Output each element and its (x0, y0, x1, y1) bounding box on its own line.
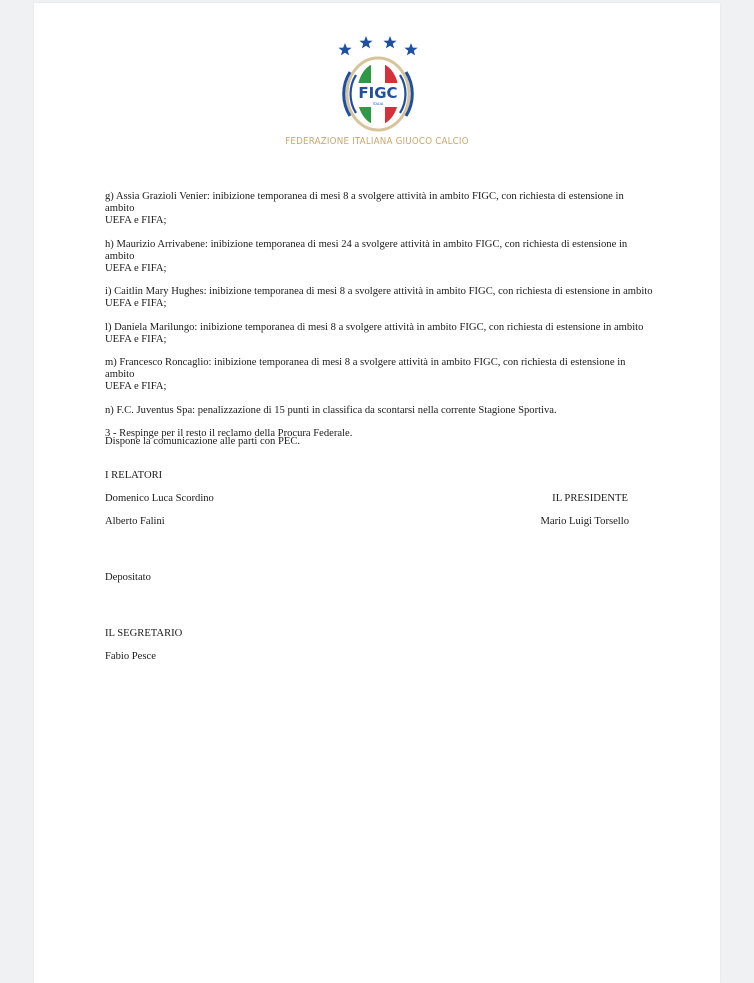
sanction-item-m: m) Francesco Roncaglio: inibizione temporanea di mesi 8 a svolgere attività in ambito FIGC, con richiesta di estensione in ambito UEFA e FIFA; (105, 357, 626, 393)
document-body (105, 191, 653, 451)
sanction-item-l: l) Daniela Marilungo: inibizione temporanea di mesi 8 a svolgere attività in ambito FIGC, con richiesta di estensione in ambito UEFA e FIFA; (105, 321, 644, 345)
disposition-text: Dispone la comunicazione alle parti con PEC. (105, 436, 301, 447)
sanction-item-n: n) F.C. Juventus Spa: penalizzazione di 15 punti in classifica da scontarsi nella corrente Stagione Sportiva. (105, 404, 557, 416)
relatore-name-1: Domenico Luca Scordino (105, 493, 214, 504)
sanction-item-h: h) Maurizio Arrivabene: inibizione temporanea di mesi 24 a svolgere attività in ambito FIGC, con richiesta di estensione in ambito UEFA e FIFA; (105, 238, 628, 275)
relatore-name-2: Alberto Falini (105, 516, 165, 527)
segretario-label: IL SEGRETARIO (105, 628, 183, 639)
segretario-name: Fabio Pesce (105, 651, 156, 662)
svg-text:ITALIA: ITALIA (372, 102, 384, 106)
deposited-label: Depositato (105, 572, 151, 583)
presidente-label: IL PRESIDENTE (552, 493, 628, 504)
figc-logo-icon (336, 34, 420, 134)
svg-text:FIGC: FIGC (358, 84, 398, 102)
presidente-name: Mario Luigi Torsello (540, 516, 629, 527)
sanction-item-g: g) Assia Grazioli Venier: inibizione temporanea di mesi 8 a svolgere attività in ambito FIGC, con richiesta di estensione in ambito UEFA e FIFA; (105, 191, 624, 227)
point-3: 3 - Respinge per il resto il reclamo della Procura Federale. (105, 427, 353, 439)
sanction-item-i: i) Caitlin Mary Hughes: inibizione temporanea di mesi 8 a svolgere attività in ambito FIGC, con richiesta di estensione in ambito UEFA e FIFA; (105, 286, 653, 310)
relatori-label: I RELATORI (105, 470, 163, 481)
federation-name: FEDERAZIONE ITALIANA GIUOCO CALCIO (285, 136, 469, 147)
